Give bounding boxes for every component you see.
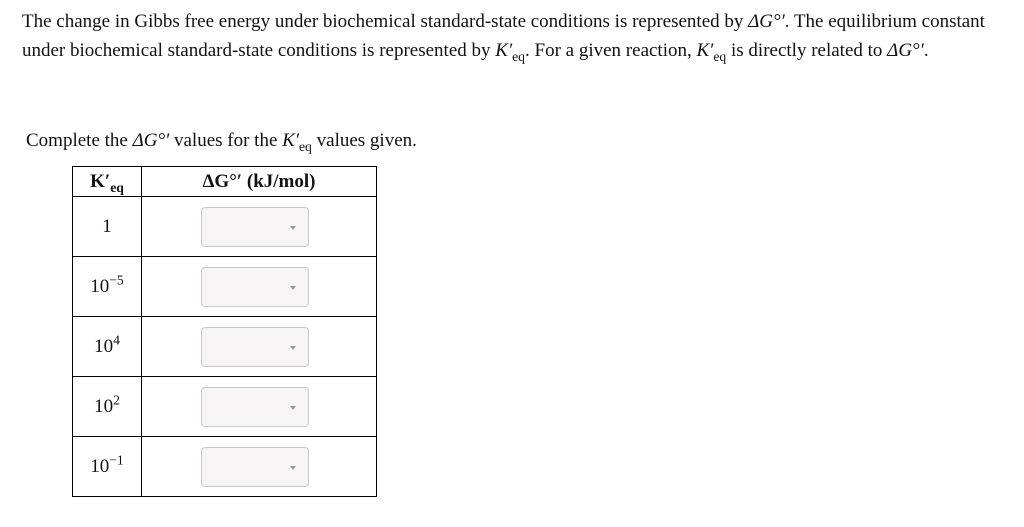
keq-value: 1 [73,197,142,257]
delta-g-cell [142,257,377,317]
k-eq-subscript: eq [298,138,312,154]
delta-g-cell [142,377,377,437]
delta-g-cell [142,197,377,257]
intro-text-1: The change in Gibbs free energy under biochemical standard-state conditions is represented by [22,11,749,32]
chevron-down-icon [290,346,296,350]
chevron-down-icon [290,466,296,470]
instruction-middle: values for the [169,130,283,151]
header-delta-g: ΔG°′ (kJ/mol) [142,167,377,197]
intro-text-2: . The equilibrium constant under biochemical standard-state conditions is represented by [22,11,985,61]
instruction-prefix: Complete the [26,130,133,151]
intro-text-4: is directly related to [726,39,888,61]
chevron-down-icon [290,406,296,410]
k-eq-symbol: K′ [282,130,299,151]
k-eq-symbol: K′ [495,39,513,61]
table-row [73,197,377,257]
intro-text-5: . [923,39,929,61]
delta-g-dropdown[interactable] [201,447,309,487]
table-row [73,317,377,377]
delta-g-symbol: ΔG°′ [132,130,170,151]
table-header-row [73,167,377,197]
table-row [73,437,377,497]
k-eq-subscript: eq [512,48,526,64]
intro-text-3: . For a given reaction, [525,39,697,61]
delta-g-cell [142,317,377,377]
keq-delta-g-table [72,166,377,497]
keq-value: $10^2$ [73,377,142,437]
delta-g-symbol: ΔG°′ [748,11,785,32]
table-row [73,377,377,437]
intro-paragraph [22,8,1007,65]
chevron-down-icon [290,226,296,230]
delta-g-dropdown[interactable] [201,327,309,367]
delta-g-dropdown[interactable] [201,267,309,307]
keq-value: $10^{-5}$ [73,257,142,317]
keq-value: $10^{-1}$ [73,437,142,497]
header-keq: $K'_{eq}$ [73,167,142,197]
table-row [73,257,377,317]
instruction-text [26,128,417,154]
instruction-suffix: values given. [311,130,417,151]
delta-g-symbol: ΔG°′ [887,39,924,61]
k-eq-subscript: eq [713,48,727,64]
delta-g-cell [142,437,377,497]
delta-g-dropdown[interactable] [201,387,309,427]
k-eq-symbol: K′ [696,39,714,61]
delta-g-dropdown[interactable] [201,207,309,247]
keq-value: $10^4$ [73,317,142,377]
chevron-down-icon [290,286,296,290]
